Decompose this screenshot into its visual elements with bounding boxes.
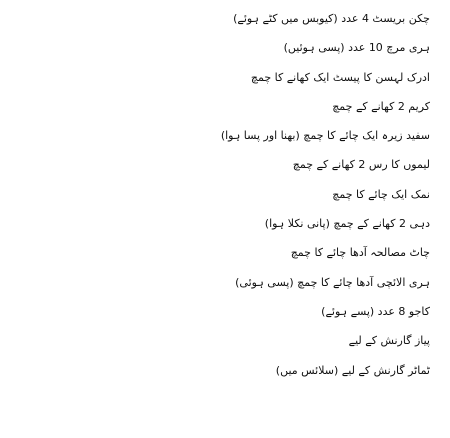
ingredient-item: ہری الائچی آدھا چائے کا چمچ (پسی ہوئی) [235,275,430,289]
ingredient-item: ٹماٹر گارنش کے لیے (سلائس میں) [275,363,430,377]
ingredient-item: کریم 2 کھانے کے چمچ [332,99,430,113]
ingredient-item: پیاز گارنش کے لیے [348,334,430,348]
ingredient-item: چکن بریسٹ 4 عدد (کیوبس میں کٹے ہوئے) [233,12,430,25]
ingredient-item: لیموں کا رس 2 کھانے کے چمچ [292,158,430,172]
ingredient-item: ادرک لہسن کا پیسٹ ایک کھانے کا چمچ [250,70,430,84]
ingredient-item: کاجو 8 عدد (پسے ہوئے) [321,304,430,318]
ingredient-item: ہری مرچ 10 عدد (پسی ہوئیں) [283,41,430,55]
ingredient-item: نمک ایک چائے کا چمچ [332,187,430,201]
ingredient-item: دہی 2 کھانے کے چمچ (پانی نکلا ہوا) [264,217,430,231]
ingredient-item: چاٹ مصالحہ آدھا چائے کا چمچ [290,246,430,260]
ingredient-item: سفید زیرہ ایک چائے کا چمچ (بھنا اور پسا ہوا) [220,129,430,143]
ingredients-list [220,4,430,385]
